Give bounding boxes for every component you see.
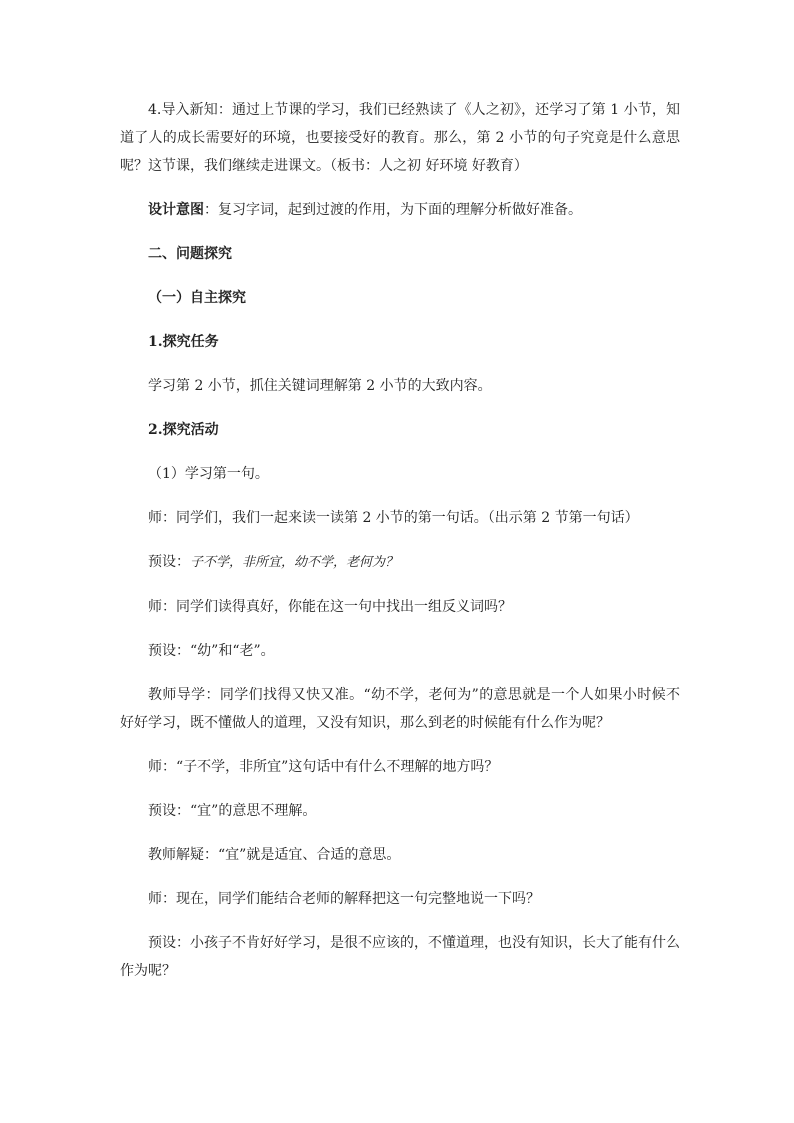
heading-inquiry-activity: 2.探究活动	[148, 422, 219, 438]
paragraph-teacher-guide: 教师导学：同学们找得又快又准。“幼不学，老何为”的意思就是一个人如果小时候不好好学习，既不懂做人的道理，又没有知识，那么到老的时候能有什么作为呢？	[120, 687, 680, 731]
paragraph-preset-3: 预设：“宜”的意思不理解。	[148, 803, 317, 819]
design-intent-label: 设计意图	[148, 202, 204, 218]
paragraph-preset-4: 预设：小孩子不肯好好学习，是很不应该的，不懂道理，也没有知识，长大了能有什么作为呢？	[120, 935, 680, 979]
paragraph-introduction: 4.导入新知：通过上节课的学习，我们已经熟读了《人之初》，还学习了第 1 小节，知道了人的成长需要好的环境，也要接受好的教育。那么，第 2 小节的句子究竟是什么意思呢？这节课，我们继续走进课文。（板书：人之初 好环境 好教育）	[120, 102, 680, 174]
design-intent-text: ：复习字词，起到过渡的作用，为下面的理解分析做好准备。	[204, 202, 582, 218]
paragraph-teacher-explain: 教师解疑：“宜”就是适宜、合适的意思。	[148, 847, 401, 863]
paragraph-teacher-1: 师：同学们，我们一起来读一读第 2 小节的第一句话。（出示第 2 节第一句话）	[148, 510, 639, 526]
paragraph-teacher-4: 师：现在，同学们能结合老师的解释把这一句完整地说一下吗？	[148, 891, 540, 907]
paragraph-design-intent	[120, 196, 680, 224]
paragraph-task-text: 学习第 2 小节，抓住关键词理解第 2 小节的大致内容。	[148, 378, 492, 394]
paragraph-preset-2: 预设：“幼”和“老”。	[148, 643, 275, 659]
paragraph-teacher-3: 师：“子不学，非所宜”这句话中有什么不理解的地方吗？	[148, 759, 499, 775]
paragraph-teacher-2: 师：同学们读得真好，你能在这一句中找出一组反义词吗？	[148, 599, 512, 615]
preset-quote: 子不学，非所宜，幼不学，老何为？	[190, 555, 399, 570]
document-page	[120, 96, 680, 1001]
heading-inquiry-task: 1.探究任务	[148, 334, 219, 350]
paragraph-activity-1: （1）学习第一句。	[148, 466, 269, 482]
preset-label: 预设：	[148, 554, 190, 570]
heading-self-inquiry: （一）自主探究	[148, 290, 246, 306]
heading-problem-inquiry: 二、问题探究	[148, 246, 232, 262]
paragraph-preset-1	[120, 548, 680, 577]
